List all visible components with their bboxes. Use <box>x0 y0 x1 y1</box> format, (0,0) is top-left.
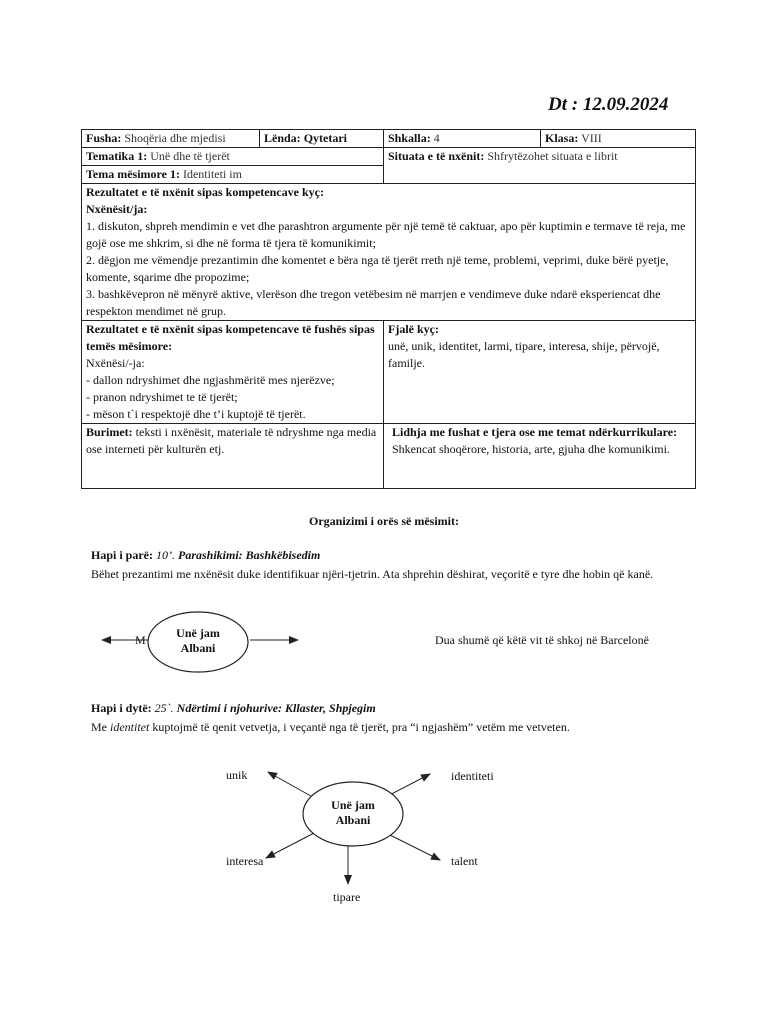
klasa-value: VIII <box>581 131 602 145</box>
situata-value: Shfrytëzohet situata e librit <box>487 149 618 163</box>
fushe-sub: Nxënësi/-ja: <box>86 356 145 370</box>
list-item: - pranon ndryshimet te të tjerët; <box>86 390 238 404</box>
klasa-label: Klasa: <box>545 131 579 145</box>
arrow-interesa <box>266 832 316 858</box>
step-two-label: Hapi i dytë: <box>91 701 152 715</box>
arrow-talent <box>384 832 440 860</box>
burimet-label: Burimet: <box>86 425 133 439</box>
lenda-value: Qytetari <box>303 131 347 145</box>
step-one-method: Parashikimi: Bashkëbisedim <box>178 548 321 562</box>
step-two-heading <box>91 701 376 716</box>
lidhja-value: Shkencat shoqërore, historia, arte, gjuha dhe komunikimi. <box>392 442 670 456</box>
branch-tipare: tipare <box>333 890 361 904</box>
situata-label: Situata e të nxënit: <box>388 149 485 163</box>
branch-talent: talent <box>451 854 478 868</box>
step-two-time: 25`. <box>154 701 174 715</box>
step-two-method: Ndërtimi i njohurive: Kllaster, Shpjegim <box>176 701 376 715</box>
lidhja-label: Lidhja me fushat e tjera ose me temat ndërkurrikulare: <box>392 425 678 439</box>
shkalla-label: Shkalla: <box>388 131 431 145</box>
burimet-value: teksti i nxënësit, materiale të ndryshme nga media ose interneti për kulturën etj. <box>86 425 377 456</box>
tematika-value: Unë dhe të tjerët <box>150 149 230 163</box>
step-one-label: Hapi i parë: <box>91 548 153 562</box>
tematika-label: Tematika 1: <box>86 149 148 163</box>
tema-value: Identiteti im <box>182 167 242 181</box>
fjale-value: unë, unik, identitet, larmi, tipare, interesa, shije, përvojë, familje. <box>388 339 660 370</box>
list-item: 2. dëgjon me vëmendje prezantimin dhe komentet e bëra nga të tjerët rreth një teme, problemi, veprimi, duke bërë pyetje, komente, sqarime dhe propozime; <box>86 253 669 284</box>
fushe-title: Rezultatet e të nxënit sipas kompetencave të fushës sipas temës mësimore: <box>86 322 375 353</box>
branch-identiteti: identiteti <box>451 769 494 783</box>
kyc-title: Rezultatet e të nxënit sipas kompetencave kyç: <box>86 185 324 199</box>
branch-interesa: interesa <box>226 854 264 868</box>
list-item: - mëson t`i respektojë dhe t’i kuptojë të tjerët. <box>86 407 306 421</box>
lenda-label: Lënda: <box>264 131 301 145</box>
branch-unik: unik <box>226 768 248 782</box>
fusha-label: Fusha: <box>86 131 122 145</box>
step-one-text: Bëhet prezantimi me nxënësit duke identifikuar njëri-tjetrin. Ata shprehin dëshirat, veçoritë e tyre dhe hobin që kanë. <box>91 567 654 581</box>
identity-ellipse-text: Unë jam Albani <box>331 798 375 827</box>
list-item: 1. diskuton, shpreh mendimin e vet dhe parashtron argumente për një temë të caktuar, apo për kuptimin e termave të reja, me gojë ose me shkrim, si dhe në forma të tjera të komunikimit; <box>86 219 686 250</box>
wish-text: Dua shumë që këtë vit të shkoj në Barcelonë <box>435 633 649 647</box>
list-item: - dallon ndryshimet dhe ngjashmëritë mes njerëzve; <box>86 373 335 387</box>
left-letter: M <box>135 633 146 647</box>
section-title: Organizimi i orës së mësimit: <box>309 514 459 528</box>
fjale-label: Fjalë kyç: <box>388 322 439 336</box>
shkalla-value: 4 <box>433 131 440 145</box>
step-one-time: 10’. <box>156 548 175 562</box>
list-item: 3. bashkëvepron në mënyrë aktive, vlerëson dhe tregon vetëbesim në marrjen e vendimeve duke ndarë eksperiencat dhe respekton mendimet në grup. <box>86 287 661 318</box>
fusha-value: Shoqëria dhe mjedisi <box>124 131 226 145</box>
nxenesit-label: Nxënësit/ja: <box>86 202 148 216</box>
step-two-text: Me identitet kuptojmë të qenit vetvetja, i veçantë nga të tjerët, pra “i ngjashëm” vetëm me vetveten. <box>91 720 570 734</box>
self-ellipse-text: Unë jam Albani <box>176 626 220 655</box>
arrow-unik <box>268 772 318 800</box>
tema-label: Tema mësimore 1: <box>86 167 180 181</box>
lesson-date: Dt : 12.09.2024 <box>548 94 669 115</box>
